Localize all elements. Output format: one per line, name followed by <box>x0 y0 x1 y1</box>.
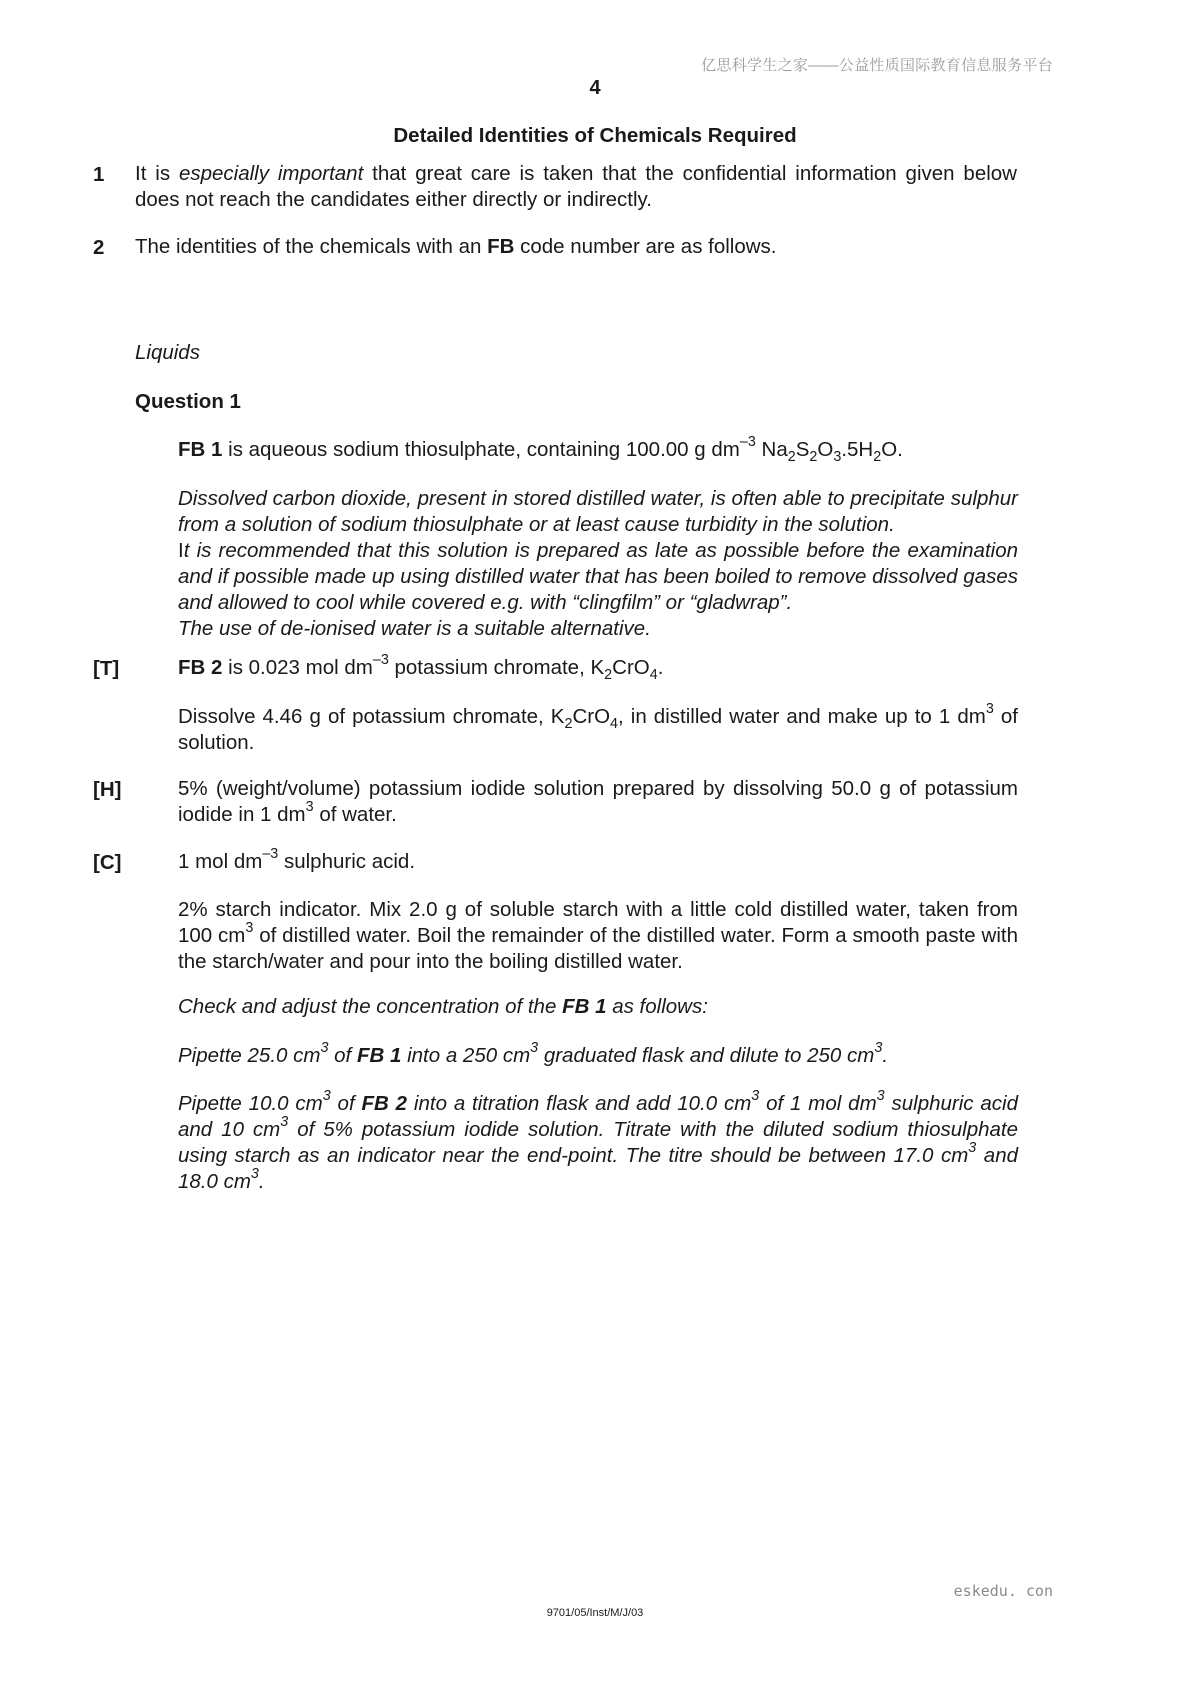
fb1-note-2-text: t is recommended that this solution is prepared as late as possible before the examination and if possible made up using distilled water that has been boiled to remove dissolved gases and allowed to cool while covered e.g. with “clingfilm” or “gladwrap”. <box>178 539 1018 614</box>
p2-f: sulphuric acid and 10 cm <box>178 1092 1018 1141</box>
item-2-part-a: The identities of the chemicals with an <box>135 235 488 258</box>
watermark-footer: eskedu. con <box>953 1582 1053 1600</box>
ki-description <box>178 776 1018 828</box>
p2-a: Pipette 10.0 cm <box>178 1092 323 1115</box>
starch-description <box>178 897 1018 975</box>
p1-exp: 3 <box>320 1040 329 1057</box>
formula-sub: 3 <box>833 449 842 466</box>
liquids-heading: Liquids <box>135 341 200 364</box>
fb1-notes <box>178 486 1018 642</box>
formula-sub: 2 <box>787 449 796 466</box>
fb2-text-2: potassium chromate, K <box>388 656 605 679</box>
pipette-step-2 <box>178 1088 1018 1195</box>
fb1-note-2-prefix: I <box>178 539 184 562</box>
acid-text-b: sulphuric acid. <box>278 850 416 873</box>
starch-exponent: 3 <box>245 920 254 937</box>
p2-h: and 18.0 cm <box>178 1144 1018 1193</box>
footer-document-code: 9701/05/Inst/M/J/03 <box>546 1607 644 1619</box>
formula-sub: 4 <box>610 716 619 733</box>
page-number: 4 <box>589 77 601 99</box>
fb2-exponent: –3 <box>372 652 389 669</box>
ki-exponent: 3 <box>305 799 314 816</box>
p1-a: Pipette 25.0 cm <box>178 1044 321 1067</box>
fb1-exponent: –3 <box>739 434 756 451</box>
fb2-text-4: . <box>657 656 664 679</box>
fb1-text: is aqueous sodium thiosulphate, containing 100.00 g dm <box>222 438 740 461</box>
question-1-heading: Question 1 <box>135 390 241 413</box>
fb2-prep-d: of solution. <box>178 705 1018 754</box>
formula-sub: 2 <box>564 716 573 733</box>
acid-description <box>178 846 1018 875</box>
p2-exp: 3 <box>876 1088 885 1105</box>
fb2-description <box>178 652 1018 684</box>
p1-exp: 3 <box>874 1040 883 1057</box>
p2-d: of 1 mol dm <box>759 1092 877 1115</box>
fb2-label: FB 2 <box>178 656 223 679</box>
formula-sub: 2 <box>809 449 818 466</box>
item-1-emphasis: especially important <box>178 162 364 185</box>
fb2-prep-b: CrO <box>572 705 611 728</box>
fb2-text-3: CrO <box>612 656 650 679</box>
check-text-a: Check and adjust the concentration of the <box>178 995 563 1018</box>
acid-exponent: –3 <box>262 846 279 863</box>
p2-exp: 3 <box>280 1114 289 1131</box>
document-title: Detailed Identities of Chemicals Required <box>393 124 797 147</box>
item-2-text <box>135 234 1017 260</box>
fb1-note-3: The use of de-ionised water is a suitable alternative. <box>178 617 651 640</box>
formula-sub: 4 <box>649 667 658 684</box>
fb2-preparation <box>178 701 1018 756</box>
p1-c: into a 250 cm <box>401 1044 531 1067</box>
item-1-text <box>135 161 1017 213</box>
p1-d: graduated flask and dilute to 250 cm <box>538 1044 875 1067</box>
item-number-1: 1 <box>93 163 105 186</box>
formula-part: .5H <box>841 438 874 461</box>
fb1-description <box>178 434 1018 466</box>
p2-c: into a titration flask and add 10.0 cm <box>407 1092 752 1115</box>
starch-text-a: 2% starch indicator. Mix 2.0 g of soluble starch with a little cold distilled water, taken from 100 cm <box>178 898 1018 947</box>
tag-t: [T] <box>93 657 120 680</box>
p1-f: . <box>882 1044 889 1067</box>
fb2-text: is 0.023 mol dm <box>222 656 373 679</box>
item-1-part-c: that great care is taken that the confidential information given below does not reach the candidates either directly or indirectly. <box>135 162 1017 211</box>
formula-sub: 2 <box>604 667 613 684</box>
p2-g: of 5% potassium iodide solution. Titrate with the diluted sodium thiosulphate using starch as an indicator near the end-point. The titre should be between 17.0 cm <box>178 1118 1018 1167</box>
formula-part: S <box>795 438 810 461</box>
starch-text-b: of distilled water. Boil the remainder of the distilled water. Form a smooth paste with the starch/water and pour into the boiling distilled water. <box>178 924 1018 973</box>
p2-exp: 3 <box>322 1088 331 1105</box>
ki-text-b: of water. <box>313 803 397 826</box>
fb2-prep-c: , in distilled water and make up to 1 dm <box>618 705 986 728</box>
p2-exp: 3 <box>751 1088 760 1105</box>
watermark-header: 亿思科学生之家——公益性质国际教育信息服务平台 <box>701 57 1053 74</box>
formula-part: Na <box>755 438 788 461</box>
fb1-label: FB 1 <box>178 438 223 461</box>
item-1-part-a: It is <box>135 162 179 185</box>
fb2-prep-a: Dissolve 4.46 g of potassium chromate, K <box>178 705 565 728</box>
p1-fb1: FB 1 <box>356 1044 402 1067</box>
pipette-step-1 <box>178 1040 1018 1069</box>
tag-c: [C] <box>93 851 122 874</box>
fb2-prep-exponent: 3 <box>985 701 994 718</box>
p1-exp: 3 <box>530 1040 539 1057</box>
formula-part: O <box>817 438 834 461</box>
item-number-2: 2 <box>93 236 105 259</box>
check-text-c: as follows: <box>606 995 708 1018</box>
tag-h: [H] <box>93 778 122 801</box>
fb1-note-1: Dissolved carbon dioxide, present in stored distilled water, is often able to precipitate sulphur from a solution of sodium thiosulphate or at least cause turbidity in the solution. <box>178 487 1018 536</box>
formula-part: O. <box>881 438 903 461</box>
check-fb1: FB 1 <box>562 995 607 1018</box>
p2-i: . <box>258 1170 265 1193</box>
p2-fb2: FB 2 <box>361 1092 408 1115</box>
check-instruction <box>178 994 1018 1020</box>
p2-exp: 3 <box>968 1140 977 1157</box>
formula-sub: 2 <box>873 449 882 466</box>
p1-b: of <box>328 1044 357 1067</box>
item-2-part-c: code number are as follows. <box>514 235 777 258</box>
acid-text-a: 1 mol dm <box>178 850 263 873</box>
p2-exp: 3 <box>250 1166 259 1183</box>
fb1-note-2 <box>178 538 1018 616</box>
p2-b: of <box>330 1092 362 1115</box>
ki-text-a: 5% (weight/volume) potassium iodide solution prepared by dissolving 50.0 g of potassium iodide in 1 dm <box>178 777 1018 826</box>
item-2-fb: FB <box>487 235 515 258</box>
